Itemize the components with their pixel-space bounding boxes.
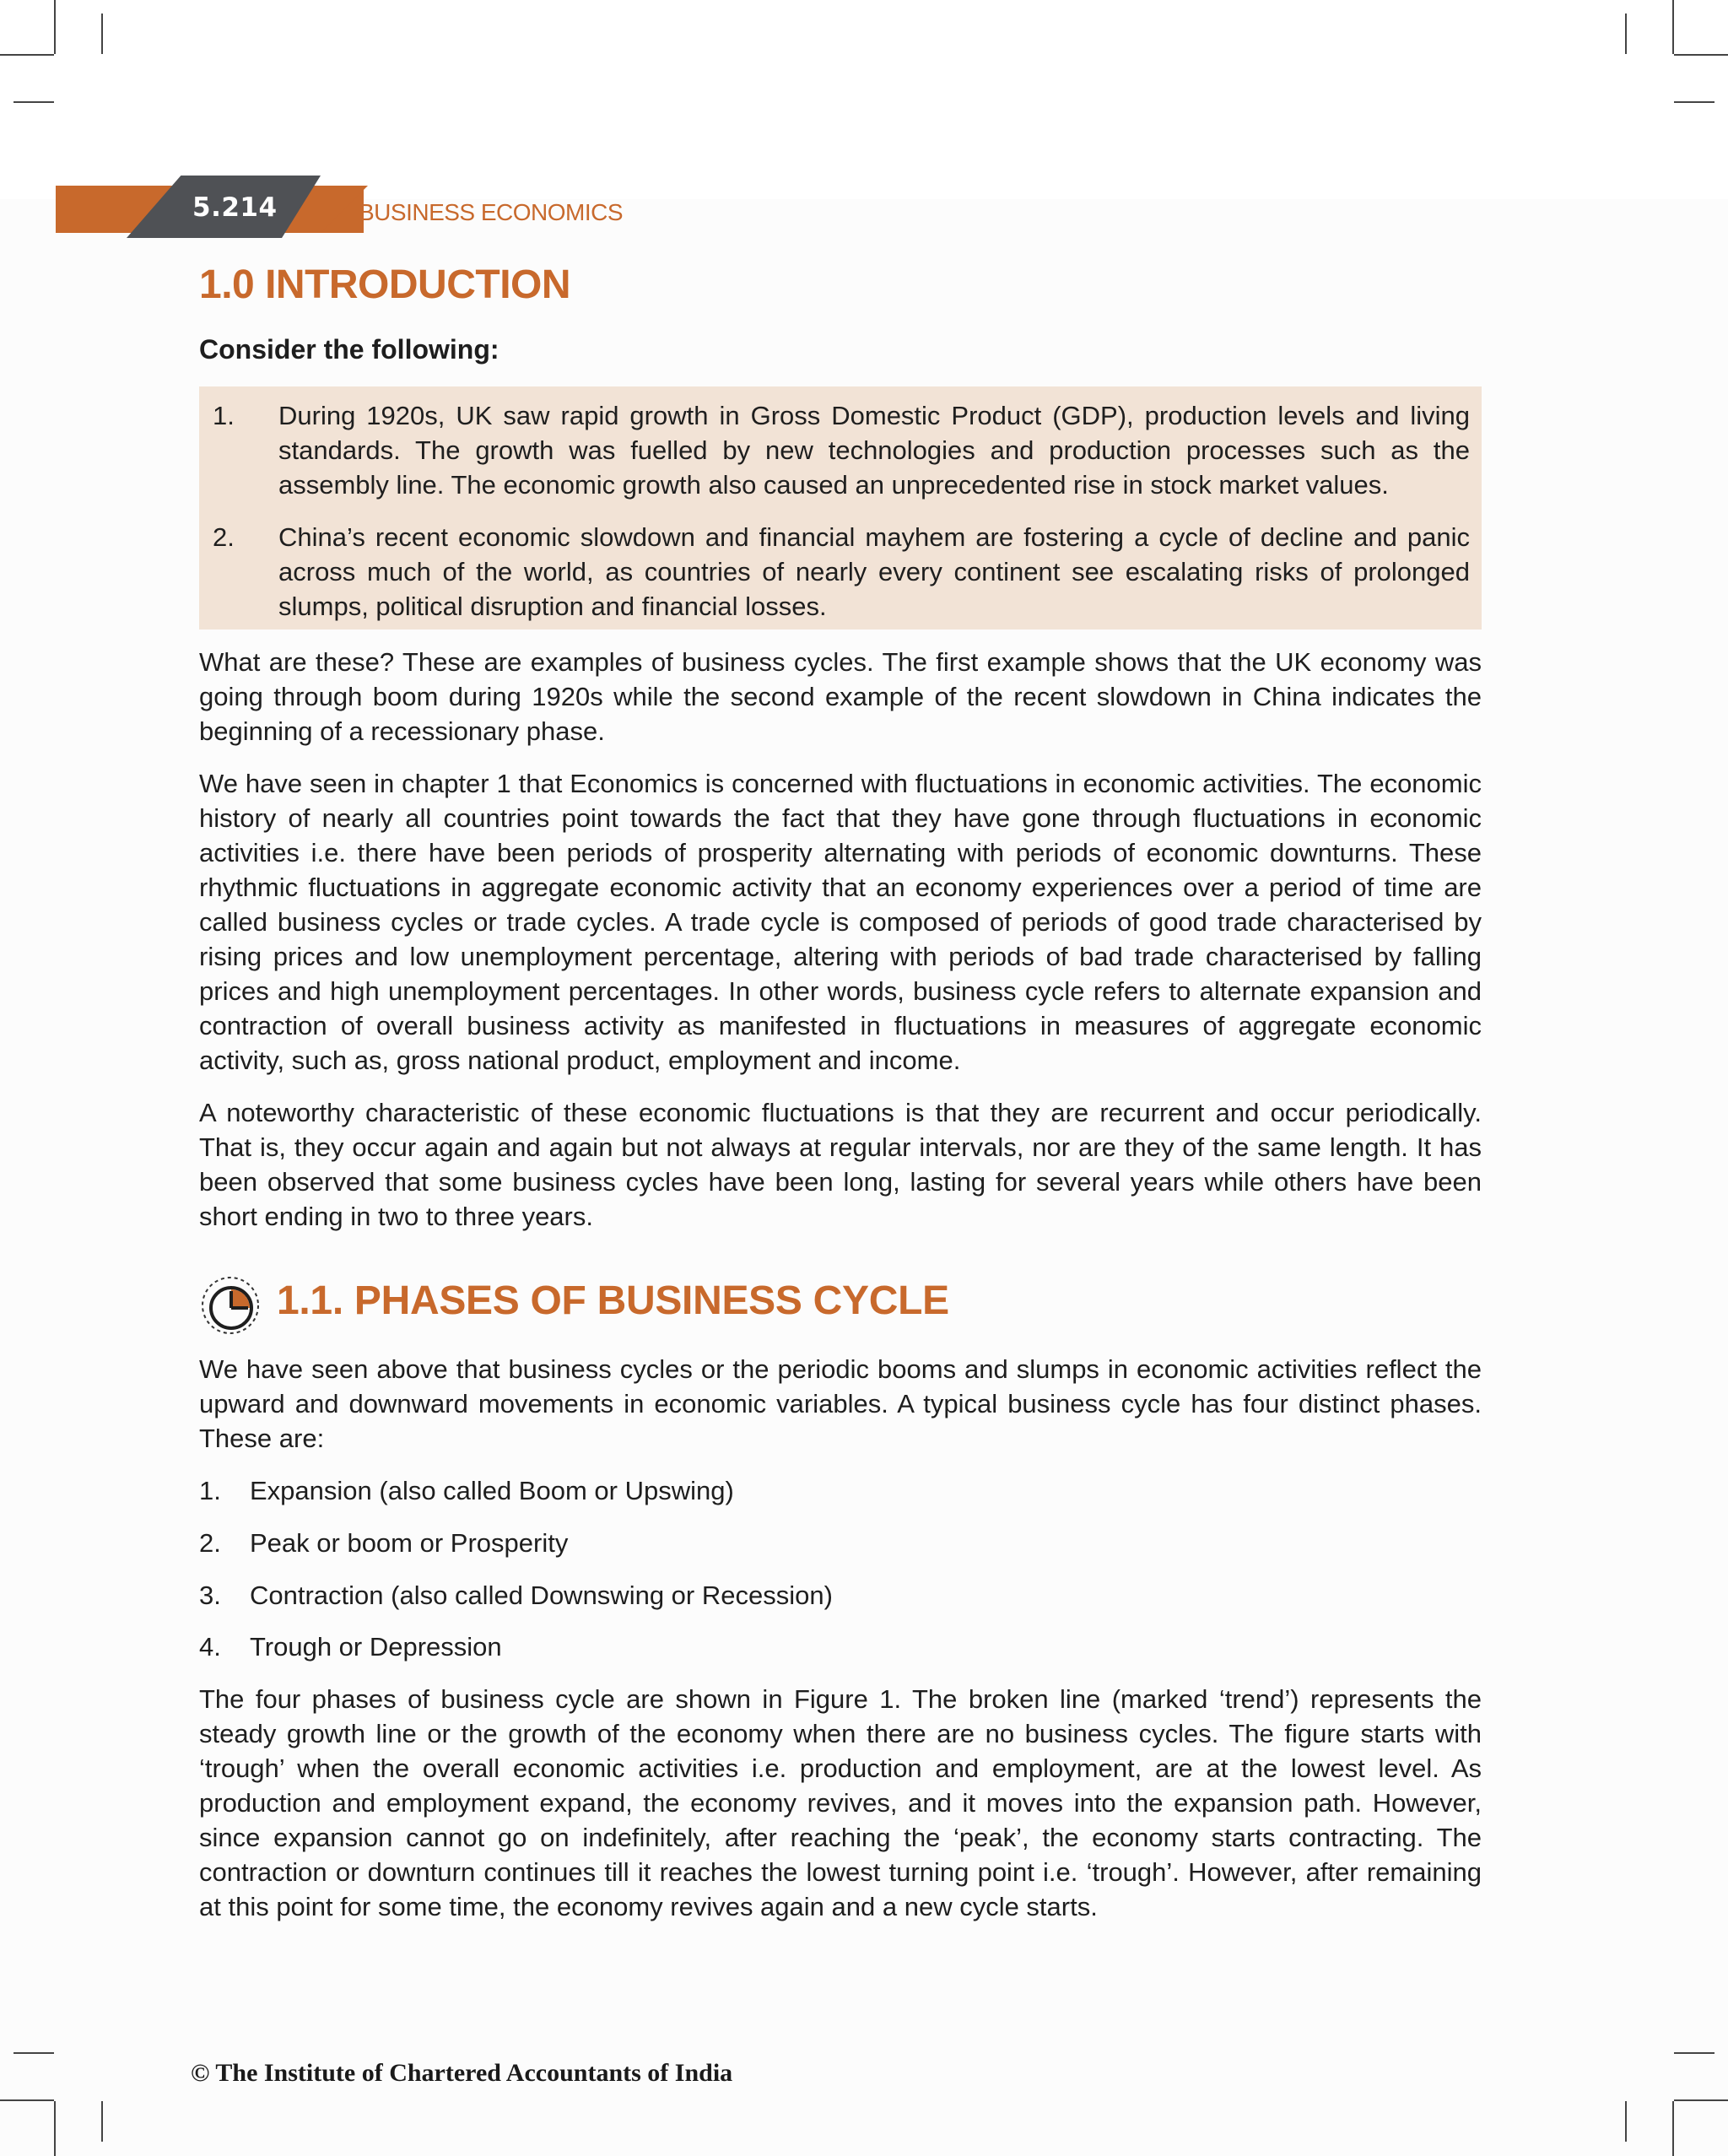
example-number: 2.: [213, 522, 235, 552]
section-heading-phases: 1.1. PHASES OF BUSINESS CYCLE: [277, 1278, 949, 1323]
paragraph: We have seen above that business cycles or the periodic booms and slumps in economic activities reflect the upward and downward movements in economic variables. A typical business cycle has four distinct phases. These are:: [199, 1354, 1482, 1453]
book-title: BUSINESS ECONOMICS: [359, 199, 624, 225]
copyright-footer: © The Institute of Chartered Accountants of India: [191, 2059, 733, 2087]
paragraph: A noteworthy characteristic of these economic fluctuations is that they are recurrent and occur periodically. That is, they occur again and again but not always at regular intervals, nor are they of the same length. It has been observed that some business cycles have been long, lasting for several years while others have been short ending in two to three years.: [199, 1098, 1482, 1231]
lead-text: Consider the following:: [199, 334, 500, 365]
phase-number: 4.: [199, 1632, 221, 1662]
example-text: During 1920s, UK saw rapid growth in Gross Domestic Product (GDP), production levels and living standards. The growth was fuelled by new technologies and production processes such as the assembly line. The economic growth also caused an unprecedented rise in stock market values.: [278, 401, 1470, 500]
example-text: China’s recent economic slowdown and financial mayhem are fostering a cycle of decline and panic across much of the world, as countries of nearly every continent see escalating risks of prolonged slumps, political disruption and financial losses.: [278, 522, 1470, 621]
example-item: [213, 398, 1470, 503]
section-heading-introduction: 1.0 INTRODUCTION: [199, 262, 571, 307]
clock-pie-icon: [199, 1274, 262, 1341]
page-number: 5.214: [192, 192, 278, 223]
phase-number: 2.: [199, 1528, 221, 1558]
phase-number: 1.: [199, 1476, 221, 1505]
paragraph: We have seen in chapter 1 that Economics is concerned with fluctuations in economic activities. The economic history of nearly all countries point towards the fact that they have gone through fluctuations in economic activities i.e. there have been periods of prosperity alternating with periods of economic downturns. These rhythmic fluctuations in aggregate economic activity that an economy experiences over a period of time are called business cycles or trade cycles. A trade cycle is composed of periods of good trade characterised by rising prices and low unemployment percentage, altering with periods of bad trade characterised by falling prices and high unemployment percentages. In other words, business cycle refers to alternate expansion and contraction of overall business activity as manifested in fluctuations in measures of aggregate economic activity, such as, gross national product, employment and income.: [199, 769, 1482, 1075]
examples-callout: [199, 386, 1482, 630]
phase-text: Trough or Depression: [250, 1632, 502, 1662]
section-heading-wrap: [199, 1274, 1043, 1333]
phase-text: Peak or boom or Prosperity: [250, 1528, 569, 1558]
paragraph: The four phases of business cycle are shown in Figure 1. The broken line (marked ‘trend’) represents the steady growth line or the growth of the economy when there are no business cycles. The figure starts with ‘trough’ when the overall economic activities i.e. production and employment, are at the lowest level. As production and employment expand, the economy revives, and it moves into the expansion path. However, since expansion cannot go on indefinitely, after reaching the ‘peak’, the economy starts contracting. The contraction or downturn continues till it reaches the lowest turning point i.e. ‘trough’. However, after remaining at this point for some time, the economy revives again and a new cycle starts.: [199, 1684, 1482, 1921]
example-number: 1.: [213, 401, 235, 430]
phase-number: 3.: [199, 1581, 221, 1610]
phase-text: Expansion (also called Boom or Upswing): [250, 1476, 734, 1505]
example-item: [213, 520, 1470, 624]
phase-text: Contraction (also called Downswing or Recession): [250, 1581, 833, 1610]
paragraph: What are these? These are examples of business cycles. The first example shows that the UK economy was going through boom during 1920s while the second example of the recent slowdown in China indicates the beginning of a recessionary phase.: [199, 647, 1482, 746]
